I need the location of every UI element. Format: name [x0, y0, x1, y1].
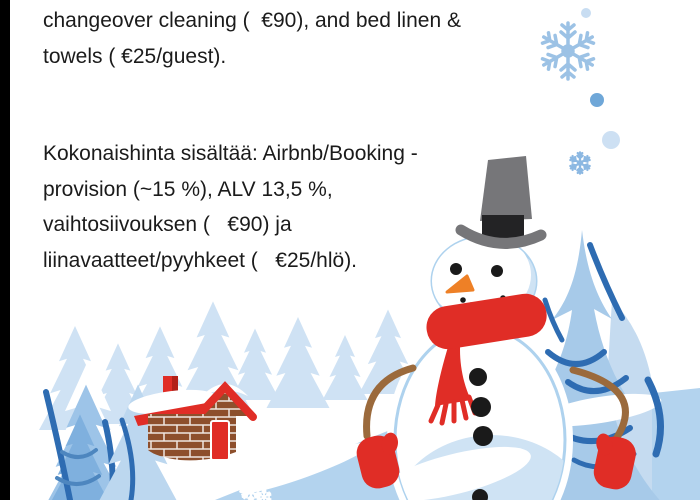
paragraph-finnish: [43, 136, 418, 278]
top-hat: [461, 156, 541, 243]
small-snowflake-icon: [569, 152, 590, 173]
text-line-en-1: changeover cleaning ( €90), and bed linen &: [43, 9, 461, 32]
snow-dot: [602, 131, 620, 149]
cabin-door: [211, 421, 229, 460]
eye: [450, 263, 462, 275]
text-line-fi-2: provision (~15 %), ALV 13,5 %,: [43, 177, 333, 201]
slope-snowflake-icon: [242, 482, 261, 500]
text-line-fi-4: liinavaatteet/pyyhkeet ( €25/hlö).: [43, 248, 358, 272]
text-line-fi-3: vaihtosiivouksen ( €90) ja: [43, 213, 292, 236]
letterbox-bar: [0, 0, 10, 500]
snow-dot: [581, 8, 591, 18]
large-snowflake-icon: [540, 23, 595, 79]
snow-dot: [590, 93, 604, 107]
text-line-en-2: towels ( €25/guest).: [43, 44, 227, 68]
eye: [491, 265, 503, 277]
text-line-fi-1: Kokonaishinta sisältää: Airbnb/Booking -: [43, 142, 418, 165]
paragraph-english: [43, 3, 461, 74]
